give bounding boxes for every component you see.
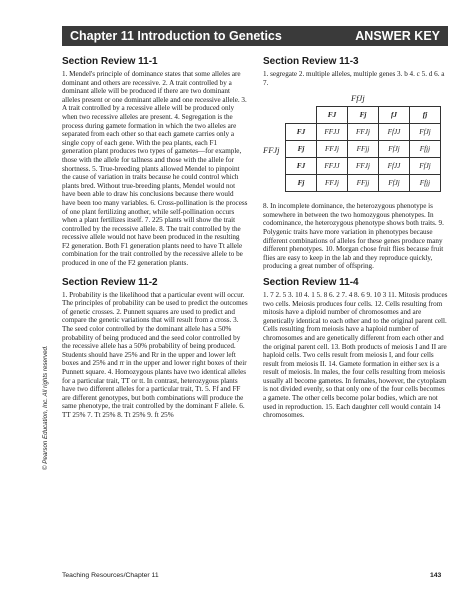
- punnett-row-header: FJ: [286, 158, 317, 175]
- section-11-4-body: 1. 7 2. 5 3. 10 4. 1 5. 8 6. 2 7. 4 8. 6 9. 10 3 11. Mitosis produces two cells. Meiosis produces four cells. 12. Cells resulting from mitosis have a diploid number of chromosomes and are genetically identical to each other and to the original parent cell. Cells resulting from meiosis have a haploid number of chromosomes and are genetically different from each other and the original parent cell. 13. Both products of meiosis I and II are haploid cells. Two cells result from meiosis I, and four cells result from meiosis II. 14. Gamete formation in either sex is a result of meiosis. In males, the four cells resulting from meiosis usually all become gametes. In females, however, the cytoplasm is not divided evenly, so that only one of the four cells becomes a gamete. The other cells become polar bodies, which are not used in reproduction. 15. Each daughter cell would contain 14 chromosomes.: [263, 290, 448, 420]
- answer-key-label: ANSWER KEY: [355, 29, 440, 43]
- chapter-header: [62, 26, 448, 46]
- punnett-cell: FfJj: [379, 175, 410, 192]
- punnett-col-header: fj: [410, 107, 441, 124]
- punnett-col-header: FJ: [317, 107, 348, 124]
- punnett-square: [263, 94, 448, 198]
- punnett-col-header: Fj: [348, 107, 379, 124]
- punnett-row: [286, 124, 441, 141]
- section-11-3-title: Section Review 11-3: [263, 56, 359, 67]
- section-11-3-intro: 1. segregate 2. multiple alleles, multiple genes 3. b 4. c 5. d 6. a 7.: [263, 70, 445, 87]
- section-11-2-body: 1. Probability is the likelihood that a particular event will occur. The principles of probability can be used to predict the outcomes of genetic crosses. 2. Punnett squares are used to predict and compare the genetic variations that will result from a cross. 3. The seed color controlled by the dominant allele has a 50% probability of being produced and the seed color controlled by the recessive allele has a 50% probability of being produced. Students should have 25% and Rr in the upper and lower left boxes and 25% and rr in the upper and lower right boxes of their Punnett square. 4. Homozygous plants have two identical alleles for a particular trait, TT or tt. In contrast, heterozygous plants have two different alleles for a particular trait, Tt. 5. Ff and FF are different genotypes, but both combinations will produce the same phenotype, the trait controlled by the dominant F allele. 6. TT 25% 7. Tt 25% 8. Tt 25% 9. ft 25%: [62, 290, 248, 419]
- punnett-cell: FFJJ: [317, 158, 348, 175]
- punnett-row: [286, 158, 441, 175]
- punnett-row-header: FJ: [286, 124, 317, 141]
- footer-source: Teaching Resources/Chapter 11: [62, 572, 159, 579]
- punnett-header-row: [286, 107, 441, 124]
- right-column: [263, 56, 448, 420]
- punnett-cell: FFjj: [348, 141, 379, 158]
- punnett-row-header: Fj: [286, 175, 317, 192]
- punnett-row: [286, 141, 441, 158]
- punnett-cell: FFJJ: [317, 124, 348, 141]
- punnett-cell: FfJJ: [379, 124, 410, 141]
- punnett-cell: Ffjj: [410, 141, 441, 158]
- punnett-col-header: fJ: [379, 107, 410, 124]
- punnett-corner: [286, 107, 317, 124]
- punnett-cell: FFjj: [348, 175, 379, 192]
- punnett-cell: FfJJ: [379, 158, 410, 175]
- section-11-4-title: Section Review 11-4: [263, 276, 359, 288]
- punnett-cell: Ffjj: [410, 175, 441, 192]
- punnett-left-parent: FFJj: [263, 145, 280, 156]
- punnett-cell: FFJj: [317, 141, 348, 158]
- punnett-table: [285, 106, 441, 192]
- copyright-notice: © Pearson Education, Inc. All rights reserved.: [42, 345, 49, 470]
- page-number: 143: [430, 572, 442, 579]
- section-11-2-title: Section Review 11-2: [62, 276, 158, 288]
- punnett-cell: FFJj: [348, 124, 379, 141]
- punnett-cell: FFJj: [348, 158, 379, 175]
- left-column: [62, 56, 248, 420]
- section-11-1-title: Section Review 11-1: [62, 56, 158, 67]
- punnett-cell: FfJj: [379, 141, 410, 158]
- punnett-cell: FfJj: [410, 124, 441, 141]
- punnett-top-parent: FfJj: [351, 93, 365, 104]
- section-11-1-body: 1. Mendel's principle of dominance states that some alleles are dominant and others are recessive. 2. A trait controlled by a dominant allele will be produced if there are two dominant alleles present or one dominant allele and one recessive allele. 3. A trait controlled by a recessive allele will be produced only when two recessive alleles are present. 4. Segregation is the process during gamete formation in which the two alleles are separated from each other so that each gamete carries only a single copy of each gene. With the pea plants, each F1 generation plant produces two types of gametes—for example, those with the allele for tallness and those with the allele for shortness. 5. True-breeding plants allowed Mendel to pinpoint the cause of variation in traits because he could control which plants bred. Without true-breeding plants, Mendel would not have been able to draw his conclusions because there would have been too many variables. 6. Cross-pollination is the process of one plant fertilizing another, while self-pollination occurs when a plant fertilizes itself. 7. 225 plants will show the trait controlled by the recessive allele. 8. The trait controlled by the recessive allele would not have been produced in the resulting F2 generation. Both F1 generation plants need to have Tt allele combination for the trait controlled by the recessive allele to be produced in one of the F2 generation plants.: [62, 70, 248, 268]
- punnett-cell: FFJj: [317, 175, 348, 192]
- punnett-cell: FfJj: [410, 158, 441, 175]
- section-11-3-body: 8. In incomplete dominance, the heterozygous phenotype is somewhere in between the two homozygous phenotypes. In codominance, the heterozygous phenotype shows both traits. 9. Polygenic traits have more variation in phenotypes because different combinations of alleles for these genes produce many different phenotypes. 10. Morgan chose fruit flies because fruit flies are easy to keep in the lab and they reproduce quickly, producing a great number of offspring.: [263, 202, 444, 271]
- chapter-title: Chapter 11 Introduction to Genetics: [70, 29, 282, 43]
- punnett-row: [286, 175, 441, 192]
- punnett-row-header: Fj: [286, 141, 317, 158]
